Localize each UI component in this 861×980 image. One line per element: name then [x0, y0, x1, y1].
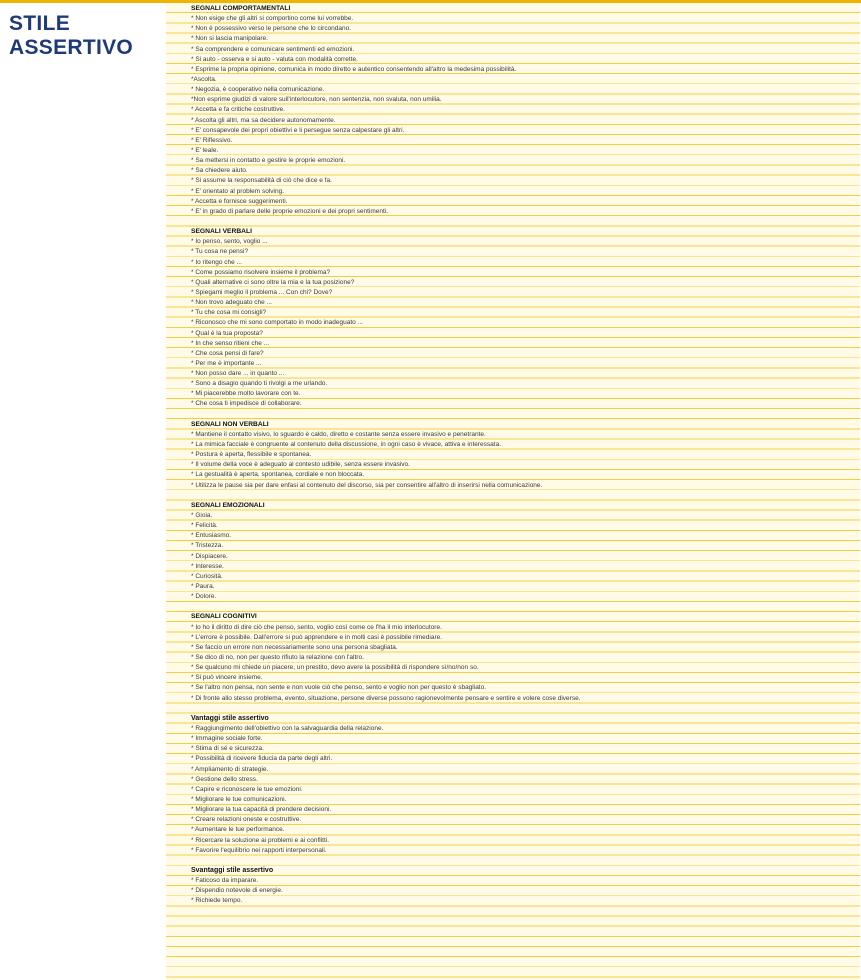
list-item: * Gestione dello stress. [191, 775, 258, 783]
list-item: *Non esprime giudizi di valore sull'interlocutore, non sentenzia, non svaluta, non umilia. [191, 96, 442, 104]
list-item: * Curiosità. [191, 572, 223, 580]
content-list [191, 4, 856, 917]
list-item: * In che senso ritieni che ... [191, 339, 270, 347]
list-item: * E' in grado di parlare delle proprie emozioni e dei propri sentimenti. [191, 207, 389, 215]
list-item: * Esprime la propria opinione, comunica in modo diretto e autentico consentendo all'altro la medesima possibilità. [191, 65, 517, 73]
list-item: * Che cosa ti impedisce di collaborare. [191, 400, 302, 408]
list-item: * Migliorare la tua capacità di prendere decisioni. [191, 806, 332, 814]
list-item: * Il volume della voce è adeguato al contesto udibile, senza essere invasivo. [191, 461, 410, 469]
section-6 [191, 866, 856, 907]
list-item: * Aumentare le tue performance. [191, 826, 285, 834]
list-item: * Che cosa pensi di fare? [191, 349, 264, 357]
list-item: * Riconosco che mi sono comportato in modo inadeguato ... [191, 319, 363, 327]
list-item: * Dolore. [191, 593, 217, 601]
list-item: * Mantiene il contatto visivo, lo sguardo è caldo, diretto e costante senza essere invasivo e penetrante. [191, 430, 486, 438]
list-item: * Ampliamento di strategie. [191, 765, 269, 773]
list-item: * Si auto - osserva e si auto - valuta con modalità corrette. [191, 55, 358, 63]
list-item: * Di fronte allo stesso problema, evento, situazione, persone diverse possono ragionevolmente pensare e sentire e volere cose diverse. [191, 694, 581, 702]
list-item: * Postura è aperta, flessibile e spontanea. [191, 451, 312, 459]
list-item: * Faticoso da imparare. [191, 877, 259, 885]
list-item: * Favorire l'equilibrio nei rapporti interpersonali. [191, 846, 327, 854]
list-item: * Non posso dare ... in quanto ... [191, 370, 285, 378]
list-item: * Io penso, sento, voglio ... [191, 238, 268, 246]
section-3 [191, 501, 856, 602]
list-item: * Stima di sé e sicurezza. [191, 745, 264, 753]
section-5 [191, 714, 856, 856]
list-item: * Sa chiedere aiuto. [191, 167, 248, 175]
list-item: * Negozia, è cooperativo nella comunicazione. [191, 86, 325, 94]
list-item: * Se l'altro non pensa, non sente e non vuole ciò che penso, sento e voglio non per questo è sbagliato. [191, 684, 487, 692]
list-item: * Possibilità di ricevere fiducia da parte degli altri. [191, 755, 333, 763]
list-item: * Quali alternative ci sono oltre la mia e la tua posizione? [191, 278, 355, 286]
section-4 [191, 612, 856, 703]
list-item: * La mimica facciale è congruente al contenuto della discussione, in ogni caso è vivace, attiva e interessata. [191, 441, 502, 449]
page-title-line-1: STILE [9, 12, 71, 35]
list-item: *Ascolta. [191, 75, 217, 83]
list-item: * Se qualcuno mi chiede un piacere, un prestito, devo avere la possibilità di rispondere sì/no/non so. [191, 664, 479, 672]
page-title [9, 12, 133, 60]
page-title-line-2: ASSERTIVO [9, 36, 134, 59]
section-title: SEGNALI COGNITIVI [191, 613, 257, 621]
list-item: * Dispiacere. [191, 552, 228, 560]
list-item: * Migliorare le tue comunicazioni. [191, 795, 287, 803]
list-item: * Spiegami meglio il problema ... Con chi? Dove? [191, 288, 333, 296]
list-item: * Accetta e fa critiche costruttive. [191, 106, 285, 114]
list-item: * Immagine sociale forte. [191, 735, 263, 743]
list-item: * Entusiasmo. [191, 532, 232, 540]
section-title: SEGNALI COMPORTAMENTALI [191, 5, 291, 12]
list-item: * Se faccio un errore non necessariamente sono una persona sbagliata. [191, 643, 398, 651]
list-item: * Non è possessivo verso le persone che lo circondano. [191, 25, 352, 33]
list-item: * E' leale. [191, 146, 219, 154]
list-item: * Accetta e fornisce suggerimenti. [191, 197, 288, 205]
section-2 [191, 420, 856, 491]
section-title: SEGNALI VERBALI [191, 228, 252, 236]
list-item: * Paura. [191, 583, 215, 591]
list-item: * Io ritengo che ... [191, 258, 242, 266]
list-item: * Tu cosa ne pensi? [191, 248, 249, 256]
list-item: * Sa comprendere e comunicare sentimenti ed emozioni. [191, 45, 355, 53]
list-item: * Ricercare la soluzione ai problemi e ai conflitti. [191, 836, 330, 844]
list-item: * Dispendio notevole di energie. [191, 887, 283, 895]
list-item: * Utilizza le pause sia per dare enfasi al contenuto del discorso, sia per consentire all'altro di inserirsi nella comunicazione. [191, 481, 543, 489]
section-title: SEGNALI NON VERBALI [191, 420, 269, 428]
list-item: * Io ho il diritto di dire ciò che penso, sento, voglio così come ce l'ha il mio interlocutore. [191, 623, 442, 631]
list-item: * Sa mettersi in contatto e gestire le proprie emozioni. [191, 157, 346, 165]
section-1 [191, 227, 856, 410]
list-item: * E' orientato al problem solving. [191, 187, 285, 195]
list-item: * Qual è la tua proposta? [191, 329, 263, 337]
list-item: * Tu che cosa mi consigli? [191, 309, 267, 317]
section-title: Svantaggi stile assertivo [191, 866, 274, 874]
section-title: SEGNALI EMOZIONALI [191, 501, 265, 509]
list-item: * Non esige che gli altri si comportino come lui vorrebbe. [191, 15, 354, 23]
notebook-paper [166, 3, 860, 980]
list-item: * Per me è importante ... [191, 359, 262, 367]
list-item: * Raggiungimento dell'obiettivo con la salvaguardia della relazione. [191, 724, 384, 732]
section-0 [191, 4, 856, 217]
list-item: * Creare relazioni oneste e costruttive. [191, 816, 302, 824]
list-item: * Se dico di no, non per questo rifiuto la relazione con l'altro. [191, 654, 364, 661]
list-item: * Come possiamo risolvere insieme il problema? [191, 268, 331, 276]
list-item: * Mi piacerebbe molto lavorare con te. [191, 390, 301, 398]
list-item: * Non trovo adeguato che ... [191, 299, 272, 307]
list-item: * E' consapevole dei propri obiettivi e li persegue senza calpestare gli altri. [191, 126, 405, 134]
list-item: * Sono a disagio quando ti rivolgi a me urlando. [191, 380, 328, 388]
section-title: Vantaggi stile assertivo [191, 714, 269, 722]
list-item: * Si assume la responsabilità di ciò che dice e fa. [191, 177, 332, 185]
list-item: * Capire e riconoscere le tue emozioni. [191, 785, 303, 793]
list-item: * L'errore è possibile. Dall'errore si può apprendere e in molti casi è possibile rimediare. [191, 633, 443, 641]
list-item: * Tristezza. [191, 542, 224, 550]
list-item: * Richiede tempo. [191, 897, 243, 905]
list-item: * Non si lascia manipolare. [191, 35, 268, 43]
list-item: * La gestualità è aperta, spontanea, cordiale e non bloccata. [191, 471, 365, 479]
list-item: * Si può vincere insieme. [191, 674, 263, 682]
list-item: * Felicità. [191, 522, 218, 530]
list-item: * Ascolta gli altri, ma sa decidere autonomamente. [191, 116, 336, 124]
list-item: * Interesse. [191, 562, 224, 570]
list-item: * Gioia. [191, 512, 213, 520]
list-item: * E' Riflessivo. [191, 136, 233, 144]
